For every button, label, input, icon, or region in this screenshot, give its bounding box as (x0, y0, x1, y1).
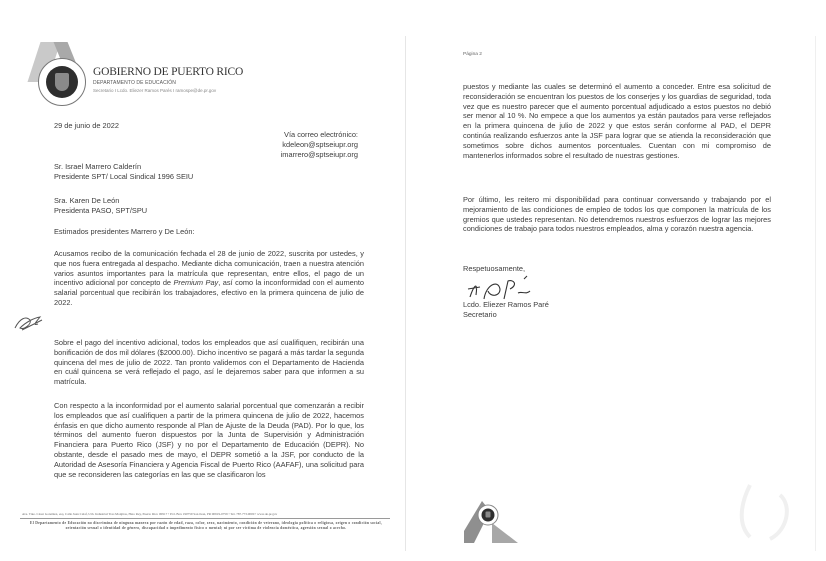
letter-page-1 (0, 0, 406, 561)
puerto-rico-seal-icon (32, 42, 88, 106)
page2-paragraph-1: puestos y mediante las cuales se determinó el aumento a conceder. Entre esa solicitud de reconsideración se encuentran los puestos de los conserjes y los guardias de seguridad, toda vez que es nuestro parecer que el aumento porcentual adjudicado a estos puestos no debió ser menor al 10 %. No empece a que los aumentos ya están pautados para verse reflejados en la primera quincena de julio de 2022 y que estos serán conforme al PAD, el DEPR continúa realizando esfuerzos ante la JSF para lograr que se atienda la reconsideración que sometimos sobre dichos aumentos porcentuales. Cuentan con mi compromiso de mantenerlos informados sobre el resultado de nuestras gestiones. (463, 82, 771, 160)
recipient-1 (54, 162, 193, 182)
page-edge (815, 36, 816, 551)
margin-initials-icon (12, 312, 46, 334)
delivery-block (230, 130, 358, 159)
footer-divider (20, 518, 390, 519)
government-title: GOBIERNO DE PUERTO RICO (93, 66, 244, 78)
closing: Respetuosamente, (463, 264, 526, 273)
page-number-label: Página 2 (463, 52, 482, 57)
recipient-title: Presidenta PASO, SPT/SPU (54, 205, 148, 215)
handwritten-signature-icon (464, 275, 554, 303)
recipient-name: Sra. Karen De León (54, 196, 120, 205)
recipient-name: Sr. Israel Marrero Calderín (54, 162, 142, 171)
salutation: Estimados presidentes Marrero y De León: (54, 227, 195, 236)
delivery-label: Vía correo electrónico: (284, 130, 358, 139)
department-name: DEPARTAMENTO DE EDUCACIÓN (93, 80, 176, 86)
recipient-2 (54, 196, 147, 216)
recipient-title: Presidente SPT/ Local Sindical 1996 SEIU (54, 171, 194, 181)
paragraph-3: Con respecto a la inconformidad por el aumento salarial porcentual que comenzarán a recibir los empleados que así cualifiquen a partir de la primera quincena de julio de 2022, hacemos énfasis en que dicho aumento responde al Plan de Ajuste de la Deuda (PAD). Por lo que, los términos del aumento fueron dispuestos por la Junta de Supervisión y Administración Financiera para Puerto Rico (JSF) y no por el Departamento de Educación (DEPR). No obstante, desde el pasado mes de mayo, el DEPR sometió a la JSF, por conducto de la Autoridad de Asesoría Financiera y Agencia Fiscal de Puerto Rico (AAFAF), una solicitud para que se reconsideren las categorías en las que se clasificaron los (54, 401, 364, 479)
paragraph-text: Acusamos recibo de la comunicación fechada el 28 de junio de 2022, suscrita por ustedes, y que nos fuera entregada al despacho. Mediante dicha comunicación, traen a nuestra atención varios asuntos importantes para la matrícula que representan, entre ellos, el pago de un incentivo adicional por concepto de (54, 249, 364, 288)
paragraph-1 (54, 249, 364, 308)
secretary-line: Secretario I Lcdo. Eliezer Ramos Parés I ramospe@de.pr.gov (93, 88, 217, 93)
signer-name: Lcdo. Eliezer Ramos Paré (463, 300, 549, 309)
email-imarrero: imarrero@sptseiupr.org (280, 149, 358, 159)
email-kdeleon: kdeleon@sptseiupr.org (282, 139, 358, 149)
footer-disclaimer: El Departamento de Educación no discrimina de ninguna manera por razón de edad, raza, color, sexo, nacimiento, condición de veterano, ideología política o religiosa, origen o condición social, orientación sexual o identidad de género, discapacidad o impedimento físico o mental; ni por ser víctima de violencia doméstica, agresión sexual o acecho. (30, 521, 382, 530)
signer-title: Secretario (463, 310, 497, 319)
paragraph-text: , así como la inconformidad con el aumento salarial porcentual que recibirán los trabajadores, efectivo en la primera quincena de julio de 2022. (54, 278, 365, 307)
page2-paragraph-2: Por último, les reitero mi disponibilidad para continuar conversando y trabajando por el mejoramiento de las condiciones de empleo de todos los que componen la matrícula de los gremios que ustedes representan. No detendremos nuestros esfuerzos de lograr las mejores condiciones de trabajo para todos nuestros empleados, alma y corazón nuestra agencia. (463, 195, 771, 234)
premium-pay-term: Premium Pay (173, 278, 219, 288)
government-seal-logo-icon (462, 493, 520, 545)
letter-date: 29 de junio de 2022 (54, 121, 119, 130)
faint-watermark-icon (730, 475, 800, 545)
paragraph-2: Sobre el pago del incentivo adicional, todos los empleados que así cualifiquen, recibirán una bonificación de dos mil dólares ($2000.00). Dicho incentivo se pagará a más tardar la segunda quincena del mes de julio de 2022. Tan pronto validemos con el Departamento de Hacienda en cuál quincena se verá reflejado el pago, así le dejaremos saber para que informen a su matrícula. (54, 338, 364, 387)
footer-address: Ave. Tnte. César González, esq. Calle Juan Calaf, Urb. Industrial Tres Monjitas, Hato Rey, Puerto Rico 00917 • P.O. Box 190759 San Juan, PR 00919-0759 • Tel. 787.773.0000 • www.de.pr.gov (22, 512, 278, 516)
